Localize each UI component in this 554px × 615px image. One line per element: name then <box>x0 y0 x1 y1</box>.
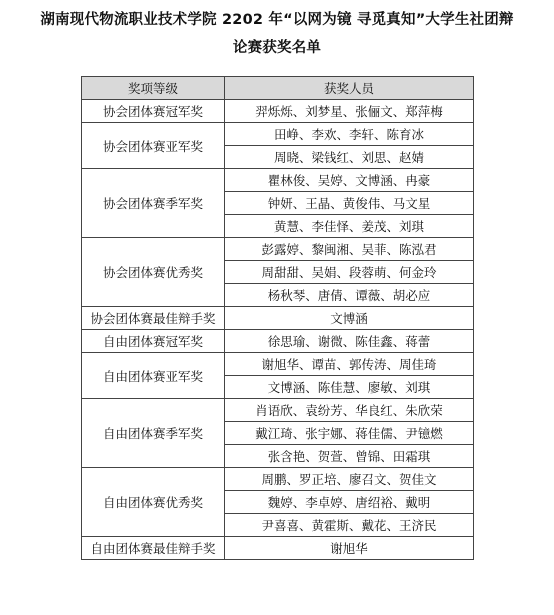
column-header-award-level: 奖项等级 <box>82 77 225 100</box>
award-level-cell: 自由团体赛最佳辩手奖 <box>82 537 225 560</box>
winners-cell: 张含艳、贺萱、曾锦、田霜琪 <box>225 445 474 468</box>
table-row <box>82 100 474 123</box>
table-row <box>82 238 474 261</box>
award-level-cell: 协会团体赛优秀奖 <box>82 238 225 307</box>
table-row <box>82 123 474 146</box>
table-header-row <box>82 77 474 100</box>
award-level-cell: 协会团体赛季军奖 <box>82 169 225 238</box>
table-row <box>82 169 474 192</box>
winners-cell: 彭露婷、黎闽湘、吴菲、陈泓君 <box>225 238 474 261</box>
winners-cell: 周鹏、罗正培、廖召文、贺佳文 <box>225 468 474 491</box>
winners-cell: 徐思瑜、谢微、陈佳鑫、蒋蕾 <box>225 330 474 353</box>
winners-cell: 文博涵、陈佳慧、廖敏、刘琪 <box>225 376 474 399</box>
document-title-line-1: 湖南现代物流职业技术学院 2202 年“以网为镜 寻觅真知”大学生社团辩 <box>40 12 514 28</box>
award-level-cell: 自由团体赛优秀奖 <box>82 468 225 537</box>
award-level-cell: 自由团体赛冠军奖 <box>82 330 225 353</box>
winners-cell: 谢旭华、谭苗、郭传涛、周佳琦 <box>225 353 474 376</box>
winners-cell: 周甜甜、吴娟、段蓉萌、何金玲 <box>225 261 474 284</box>
winners-cell: 瞿林俊、吴婷、文博涵、冉豪 <box>225 169 474 192</box>
award-level-cell: 自由团体赛季军奖 <box>82 399 225 468</box>
winners-cell: 尹喜喜、黄霍斯、戴花、王济民 <box>225 514 474 537</box>
winners-cell: 钟妍、王晶、黄俊伟、马文星 <box>225 192 474 215</box>
winners-cell: 谢旭华 <box>225 537 474 560</box>
winners-cell: 黄慧、李佳怿、姜茂、刘琪 <box>225 215 474 238</box>
winners-cell: 肖语欣、袁纷芳、华良红、朱欣荣 <box>225 399 474 422</box>
document-title-line-2: 论赛获奖名单 <box>232 40 322 56</box>
winners-cell: 戴江琦、张宇娜、蒋佳儒、尹镱燃 <box>225 422 474 445</box>
column-header-winners: 获奖人员 <box>225 77 474 100</box>
winners-cell: 周晓、梁钱红、刘思、赵婧 <box>225 146 474 169</box>
table-row <box>82 468 474 491</box>
winners-cell: 魏婷、李卓婷、唐绍裕、戴明 <box>225 491 474 514</box>
award-level-cell: 协会团体赛亚军奖 <box>82 123 225 169</box>
award-level-cell: 协会团体赛最佳辩手奖 <box>82 307 225 330</box>
table-row <box>82 353 474 376</box>
table-row <box>82 307 474 330</box>
award-level-cell: 协会团体赛冠军奖 <box>82 100 225 123</box>
table-row <box>82 330 474 353</box>
awards-table <box>81 76 474 560</box>
winners-cell: 羿烁烁、刘梦星、张俪文、郑萍梅 <box>225 100 474 123</box>
table-row <box>82 399 474 422</box>
table-row <box>82 537 474 560</box>
award-level-cell: 自由团体赛亚军奖 <box>82 353 225 399</box>
winners-cell: 田峥、李欢、李轩、陈育冰 <box>225 123 474 146</box>
winners-cell: 文博涵 <box>225 307 474 330</box>
winners-cell: 杨秋琴、唐倩、谭薇、胡必应 <box>225 284 474 307</box>
